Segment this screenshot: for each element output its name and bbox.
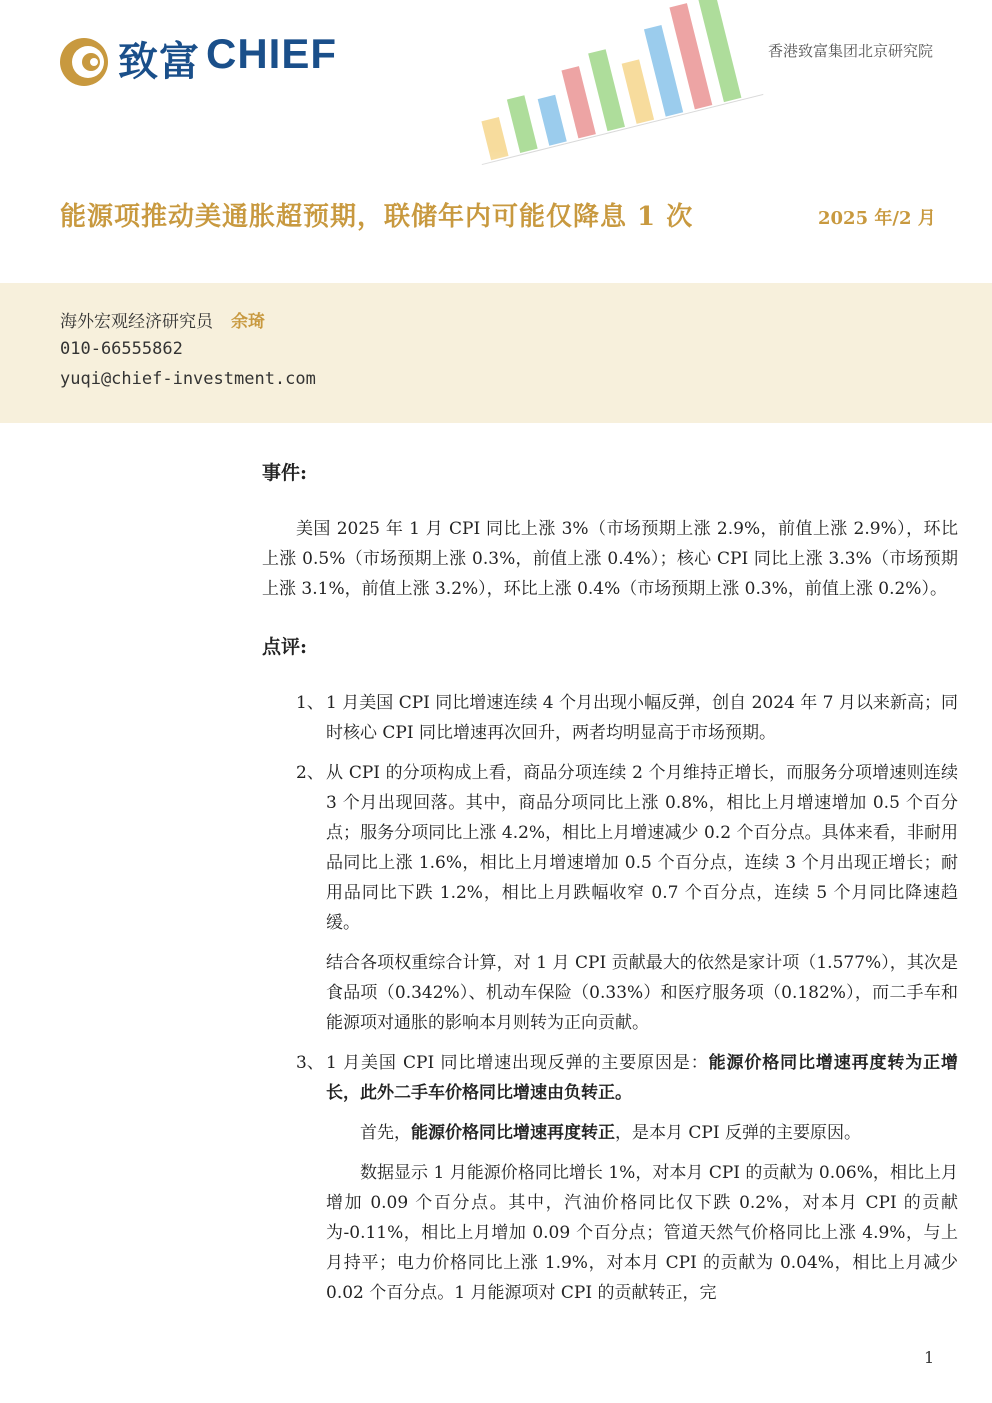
item-number: 3、	[296, 1053, 324, 1073]
report-title: 能源项推动美通胀超预期，联储年内可能仅降息 1 次	[60, 202, 694, 232]
report-header	[0, 0, 992, 283]
page-number: 1	[924, 1348, 935, 1367]
logo-chinese-name: 致富	[118, 39, 200, 85]
organization-name: 香港致富集团北京研究院	[768, 42, 934, 60]
author-role: 海外宏观经济研究员	[60, 312, 213, 332]
report-body	[262, 458, 958, 1308]
paragraph-text: ，是本月 CPI 反弹的主要原因。	[615, 1123, 861, 1143]
author-name: 余琦	[231, 312, 265, 332]
paragraph-text: 首先，	[360, 1123, 411, 1143]
paragraph-text-bold: 能源价格同比增速再度转正	[411, 1123, 615, 1143]
author-role-line	[60, 307, 265, 332]
author-phone: 010-66555862	[60, 339, 183, 359]
review-item-3-paragraph-2: 数据显示 1 月能源价格同比增长 1%，对本月 CPI 的贡献为 0.06%，相比上月增加 0.09 个百分点。其中，汽油价格同比仅下跌 0.2%，对本月 CPI 的贡献为-0.11%，相比上月增加 0.09 个百分点；管道天然气价格同比上涨 4.9%，与上月持平；电力价格同比上涨 1.9%，对本月 CPI 的贡献为 0.04%，相比上月减少 0.02 个百分点。1 月能源项对 CPI 的贡献转正，完	[326, 1163, 958, 1303]
item-number: 2、	[296, 763, 324, 783]
review-item-2	[262, 758, 958, 938]
report-date: 2025 年/2 月	[818, 208, 936, 229]
review-heading: 点评:	[262, 636, 308, 658]
event-paragraph: 美国 2025 年 1 月 CPI 同比上涨 3%（市场预期上涨 2.9%，前值上涨 2.9%），环比上涨 0.5%（市场预期上涨 0.3%，前值上涨 0.4%）；核心 CPI 同比上涨 3.3%（市场预期上涨 3.1%，前值上涨 3.2%），环比上涨 0.4%（市场预期上涨 0.3%，前值上涨 0.2%）。	[262, 519, 958, 599]
review-item-1	[262, 688, 958, 748]
chief-logo-mark-icon	[58, 36, 110, 88]
event-heading: 事件:	[262, 462, 308, 484]
item-text: 从 CPI 的分项构成上看，商品分项连续 2 个月维持正增长，而服务分项增速则连续 3 个月出现回落。其中，商品分项同比上涨 0.8%，相比上月增速增加 0.5 个百分点；服务分项同比上涨 4.2%，相比上月增速减少 0.2 个百分点。具体来看，非耐用品同比上涨 1.6%，相比上月增速增加 0.5 个百分点，连续 3 个月出现正增长；耐用品同比下跌 1.2%，相比上月跌幅收窄 0.7 个百分点，连续 5 个月同比降速趋缓。	[326, 763, 958, 933]
review-item-3-paragraph-1	[262, 1118, 958, 1148]
logo-english-name: CHIEF	[206, 30, 337, 77]
item-text-bold: 能源价格同比增速再度转为正增长，此外二手车价格同比增速由负转正。	[326, 1053, 958, 1103]
author-info-band	[0, 283, 992, 423]
item-number: 1、	[296, 693, 324, 713]
review-item-3	[262, 1048, 958, 1108]
review-item-2-paragraph: 结合各项权重综合计算，对 1 月 CPI 贡献最大的依然是家计项（1.577%），其次是食品项（0.342%）、机动车保险（0.33%）和医疗服务项（0.182%），而二手车和能源项对通胀的影响本月则转为正向贡献。	[326, 953, 958, 1033]
item-text: 1 月美国 CPI 同比增速连续 4 个月出现小幅反弹，创自 2024 年 7 月以来新高；同时核心 CPI 同比增速再次回升，两者均明显高于市场预期。	[326, 693, 958, 743]
author-email: yuqi@chief-investment.com	[60, 369, 316, 389]
item-text: 1 月美国 CPI 同比增速出现反弹的主要原因是：	[326, 1053, 709, 1073]
